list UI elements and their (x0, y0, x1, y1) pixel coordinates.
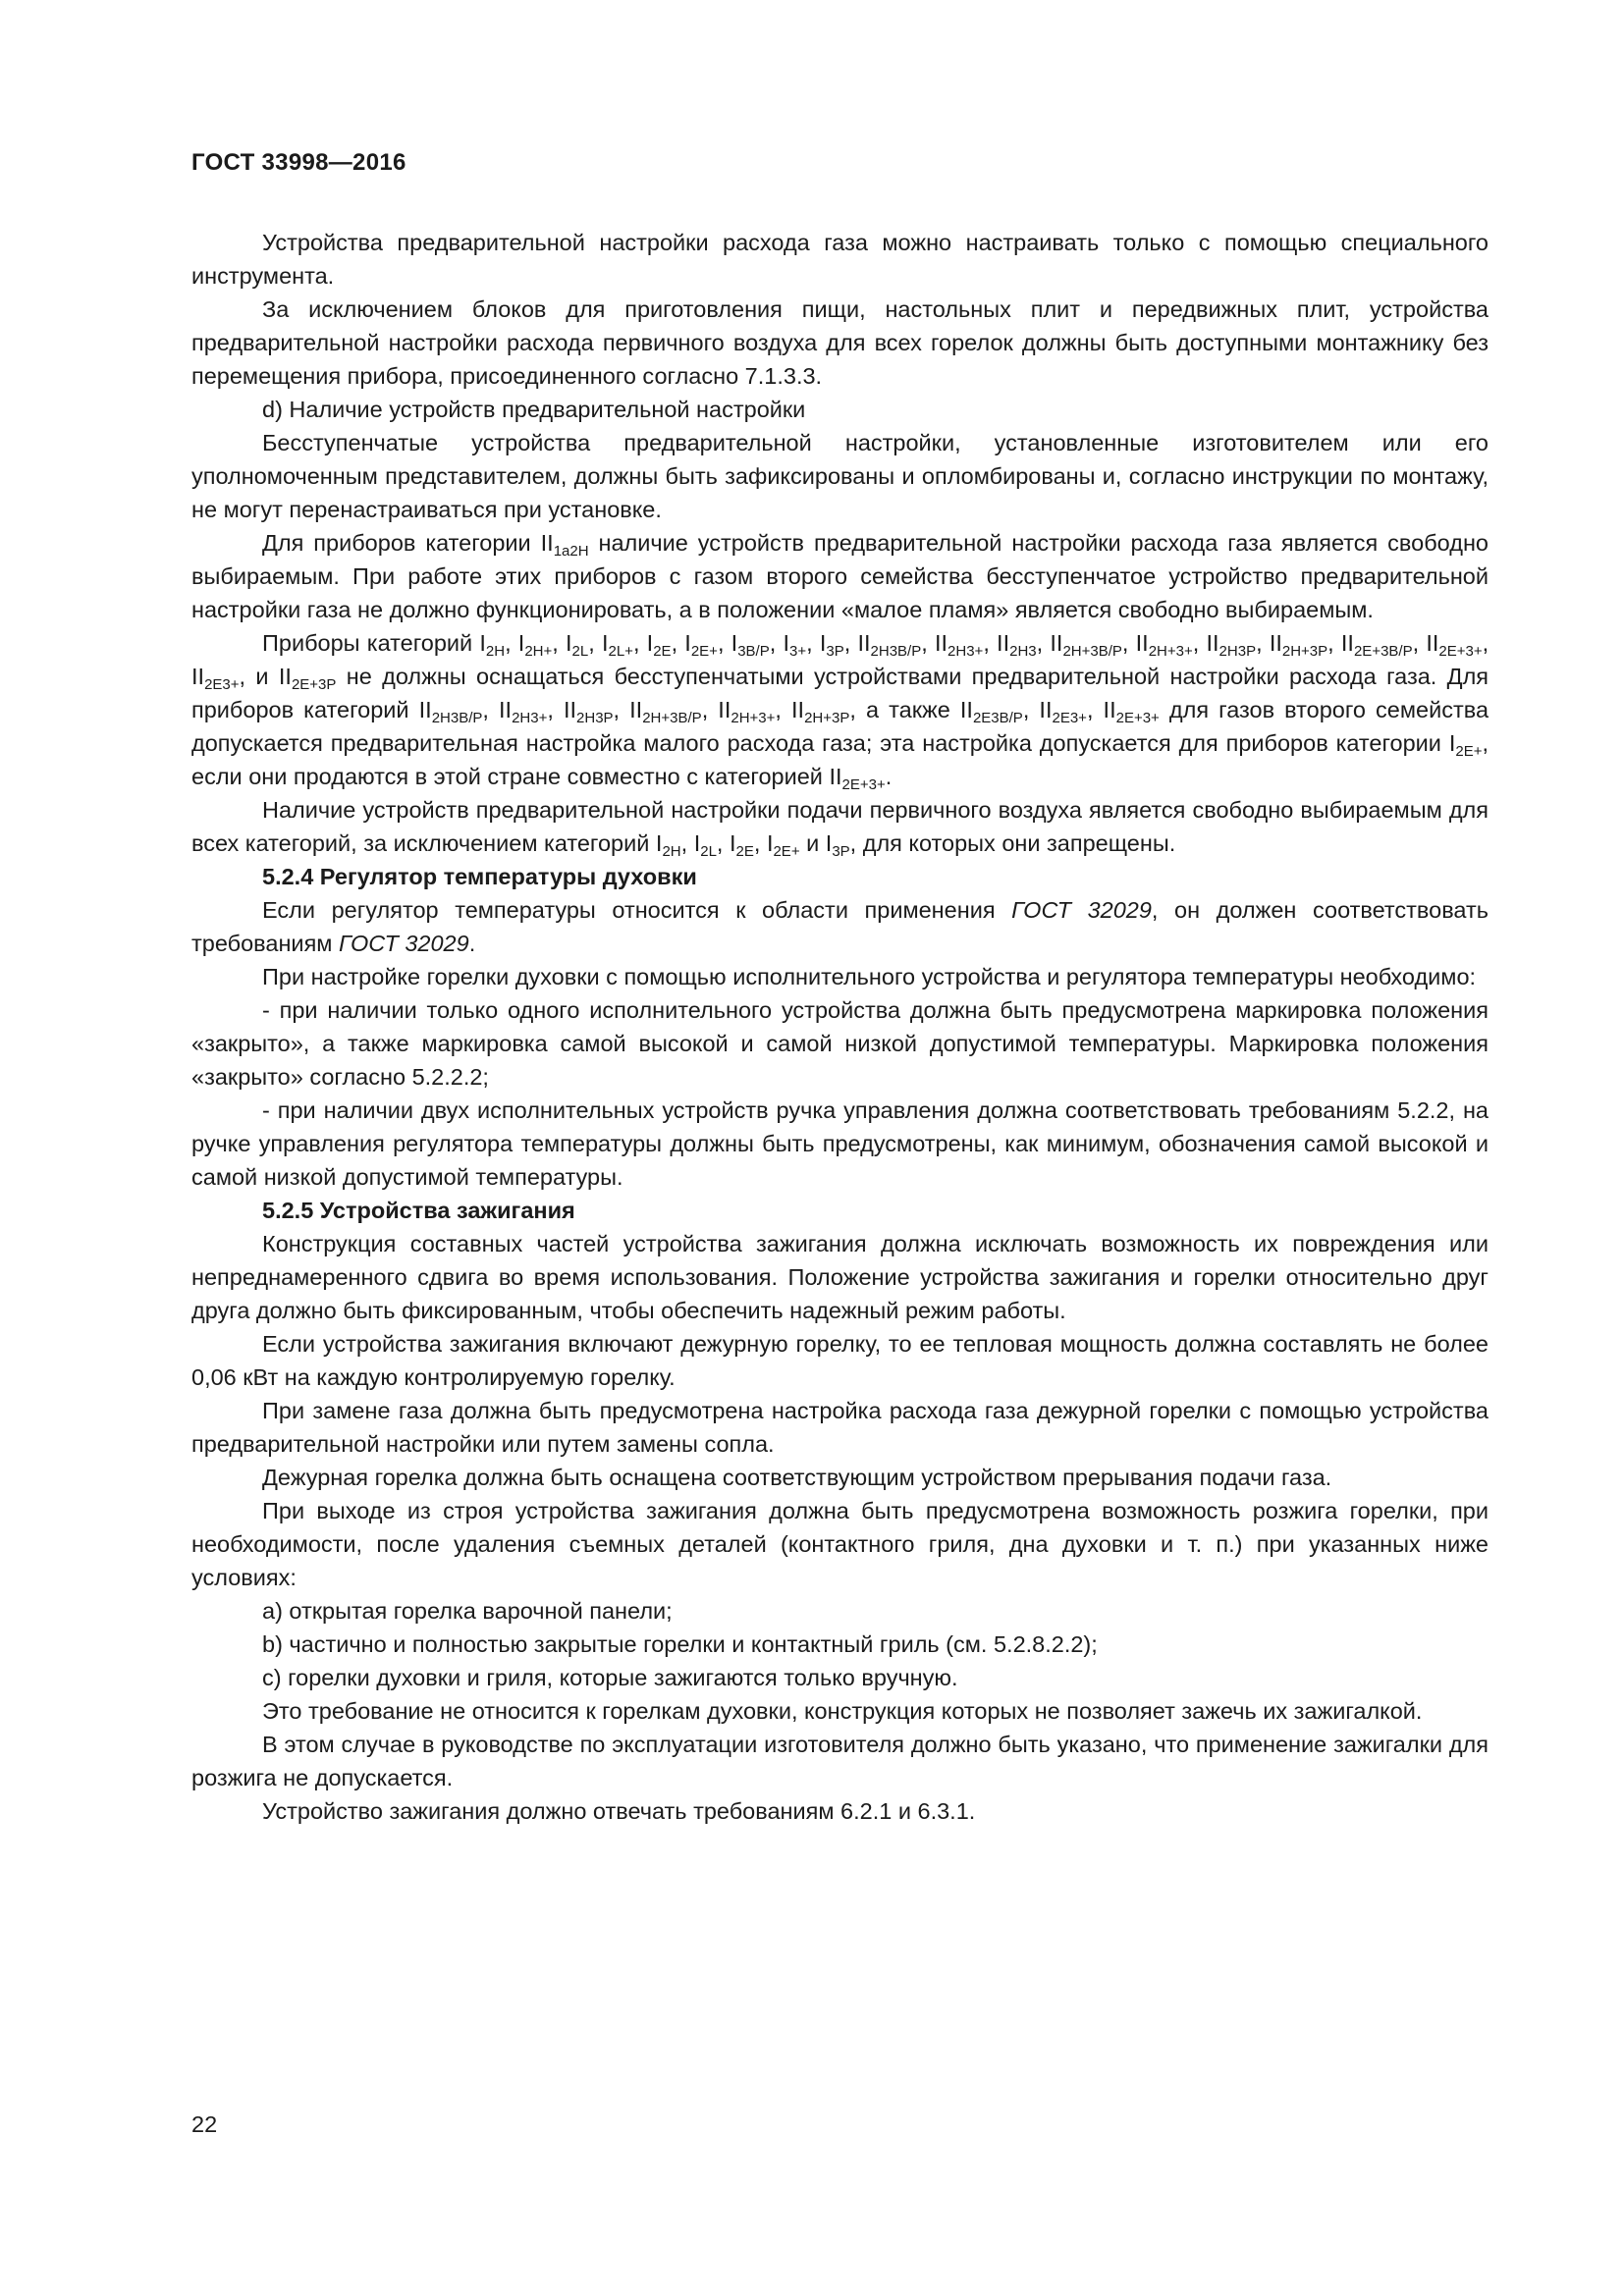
category-code: $II_{2H+3B/P}$ (629, 697, 702, 726)
category-list: $I_{2H}$, $I_{2H+}$, $I_{2L}$, $I_{2L+}$, $I_{2E}$, $I_{2E+}$, $I_{3B/P}$, $I_{3+}$, $I_{3P}$, $II_{2H3B/P}$, $II_{2H3+}$, $II_{2H3}$, $II_{2H+3B/P}$, $II_{2H+3+}$, $II_{2H3P}$, $II_{2H+3P}$, $II_{2E+3B/P}$, $II_{2E+3+}$, $II_{2E3+}$, (191, 630, 1489, 693)
category-code: $II_{2H3+}$ (934, 630, 984, 660)
category-code: $II_{2H3B/P}$ (857, 630, 922, 660)
category-code: $I_{3+}$ (783, 630, 807, 660)
paragraph-primary-air: Наличие устройств предварительной настройки подачи первичного воздуха является свободно выбираемым для всех категорий, за исключением категорий $I_{2H}$, $I_{2L}$, $I_{2E}$, $I_{2E+}$ и $I_{3P}$, для которых они запрещены. (191, 797, 1489, 860)
paragraph: За исключением блоков для приготовления пищи, настольных плит и передвижных плит, устройства предварительной настройки расхода первичного воздуха для всех горелок должны быть доступными монтажнику без перемещения прибора, присоединенного согласно 7.1.3.3. (191, 296, 1489, 389)
paragraph: Если устройства зажигания включают дежурную горелку, то ее тепловая мощность должна составлять не более 0,06 кВт на каждую контролируемую горелку. (191, 1331, 1489, 1390)
category-code: $II_{2H3P}$ (563, 697, 614, 726)
section-heading-5-2-5: 5.2.5 Устройства зажигания (262, 1198, 575, 1223)
category-code: $I_{2E+}$ (684, 630, 718, 660)
paragraph: Если регулятор температуры относится к области применения ГОСТ 32029, он должен соответствовать требованиям ГОСТ 32029. (191, 897, 1489, 956)
category-code: $II_{2H+3P}$ (1269, 630, 1328, 660)
category-code: $I_{2L+}$ (601, 630, 633, 660)
category-code: $II_{2E+3+}$ (829, 764, 886, 793)
category-code: $II_{2E+3+}$ (1103, 697, 1160, 726)
category-code: $I_{2L}$ (566, 630, 589, 660)
category-code: $I_{2E}$ (729, 830, 754, 860)
paragraph: Устройство зажигания должно отвечать требованиям 6.2.1 и 6.3.1. (262, 1798, 976, 1824)
paragraph: Бесступенчатые устройства предварительной настройки, установленные изготовителем или его уполномоченным представителем, должны быть зафиксированы и опломбированы и, согласно инструкции по монтажу, не могут перенастраиваться при установке. (191, 430, 1489, 522)
category-code: $II_{2H+3+}$ (718, 697, 776, 726)
category-code: $II_{2H3+}$ (499, 697, 548, 726)
document-code-header: ГОСТ 33998—2016 (191, 149, 406, 176)
paragraph: Это требование не относится к горелкам духовки, конструкция которых не позволяет зажечь их зажигалкой. (262, 1698, 1423, 1724)
list-item: а) открытая горелка варочной панели; (262, 1598, 673, 1624)
document-body (191, 226, 1489, 1828)
category-code: $I_{3B/P}$ (731, 630, 770, 660)
category-code: $I_{2H+}$ (517, 630, 553, 660)
section-heading-5-2-4: 5.2.4 Регулятор температуры духовки (262, 864, 697, 889)
category-code: $I_{2E}$ (646, 630, 672, 660)
category-code: $II_{2E3+}$ (1039, 697, 1087, 726)
paragraph-category-1a2h: Для приборов категории $II_{1a2H}$ наличие устройств предварительной настройки расхода газа является свободно выбираемым. При работе этих приборов с газом второго семейства бесступенчатое устройство предварительной настройки газа не должно функционировать, а в положении «малое пламя» является свободно выбираемым. (191, 530, 1489, 622)
category-list: $II_{2E3B/P}$, $II_{2E3+}$, (959, 697, 1104, 726)
list-item: b) частично и полностью закрытые горелки и контактный гриль (см. 5.2.8.2.2); (262, 1631, 1098, 1657)
paragraph: При настройке горелки духовки с помощью исполнительного устройства и регулятора температуры необходимо: (262, 964, 1477, 989)
standard-reference: ГОСТ 32029 (1011, 897, 1152, 923)
category-list: $II_{2H3B/P}$, $II_{2H3+}$, $II_{2H3P}$, $II_{2H+3B/P}$, $II_{2H+3+}$, (418, 697, 792, 726)
category-code: $II_{2E3+}$ (191, 664, 240, 693)
list-item: - при наличии только одного исполнительного устройства должна быть предусмотрена маркировка положения «закрыто», а также маркировка самой высокой и самой низкой допустимой температуры. Маркировка положения «закрыто» согласно 5.2.2.2; (191, 997, 1489, 1090)
paragraph: При замене газа должна быть предусмотрена настройка расхода газа дежурной горелки с помощью устройства предварительной настройки или путем замены сопла. (191, 1398, 1489, 1457)
category-code: $I_{2E+}$ (1448, 730, 1483, 760)
paragraph: Дежурная горелка должна быть оснащена соответствующим устройством прерывания подачи газа. (262, 1465, 1332, 1490)
page-number: 22 (191, 2111, 218, 2137)
category-code: $II_{2H3}$ (997, 630, 1037, 660)
paragraph: В этом случае в руководстве по эксплуатации изготовителя должно быть указано, что применение зажигалки для розжига не допускается. (191, 1732, 1489, 1790)
list-item: - при наличии двух исполнительных устройств ручка управления должна соответствовать требованиям 5.2.2, на ручке управления регулятора температуры должны быть предусмотрены, как минимум, обозначения самой высокой и самой низкой допустимой температуры. (191, 1097, 1489, 1190)
category-code: $I_{3P}$ (819, 630, 844, 660)
category-code: $I_{3P}$ (825, 830, 850, 860)
category-code: $I_{2L}$ (693, 830, 717, 860)
category-code: $II_{2H+3+}$ (1135, 630, 1193, 660)
paragraph: Конструкция составных частей устройства зажигания должна исключать возможность их повреждения или непреднамеренного сдвига во время использования. Положение устройства зажигания и горелки относительно друг друга должно быть фиксированным, чтобы обеспечить надежный режим работы. (191, 1231, 1489, 1323)
category-code: $II_{2H+3B/P}$ (1050, 630, 1122, 660)
category-code: $II_{2E+3B/P}$ (1340, 630, 1413, 660)
category-list: $I_{2H}$, $I_{2L}$, $I_{2E}$, (655, 830, 767, 860)
category-code: $I_{2H}$ (479, 630, 506, 660)
category-code: $II_{2E+3P}$ (278, 664, 337, 693)
paragraph: При выходе из строя устройства зажигания должна быть предусмотрена возможность розжига горелки, при необходимости, после удаления съемных деталей (контактного гриля, дна духовки и т. п.) при указанных ниже условиях: (191, 1498, 1489, 1590)
category-code: $II_{2E3B/P}$ (959, 697, 1023, 726)
paragraph: d) Наличие устройств предварительной настройки (262, 397, 806, 422)
category-code: $I_{2H}$ (655, 830, 681, 860)
category-code: $II_{2H3B/P}$ (418, 697, 483, 726)
category-code: $II_{2H+3P}$ (791, 697, 850, 726)
category-code: $II_{2H3P}$ (1206, 630, 1257, 660)
paragraph: Устройства предварительной настройки расхода газа можно настраивать только с помощью специального инструмента. (191, 230, 1489, 289)
standard-reference: ГОСТ 32029 (338, 931, 469, 956)
category-code: $I_{2E+}$ (766, 830, 800, 860)
category-code: $II_{2E+3+}$ (1426, 630, 1483, 660)
paragraph-categories: Приборы категорий $I_{2H}$, $I_{2H+}$, $I_{2L}$, $I_{2L+}$, $I_{2E}$, $I_{2E+}$, $I_{3B/P}$, $I_{3+}$, $I_{3P}$, $II_{2H3B/P}$, $II_{2H3+}$, $II_{2H3}$, $II_{2H+3B/P}$, $II_{2H+3+}$, $II_{2H3P}$, $II_{2H+3P}$, $II_{2E+3B/P}$, $II_{2E+3+}$, $II_{2E3+}$, и $II_{2E+3P}$ не должны оснащаться бесступенчатыми устройствами предварительной настройки расхода газа. Для приборов категорий $II_{2H3B/P}$, $II_{2H3+}$, $II_{2H3P}$, $II_{2H+3B/P}$, $II_{2H+3+}$, $II_{2H+3P}$, а также $II_{2E3B/P}$, $II_{2E3+}$, $II_{2E+3+}$ для газов второго семейства допускается предварительная настройка малого расхода газа; эта настройка допускается для приборов категории $I_{2E+}$, если они продаются в этой стране совместно с категорией $II_{2E+3+}$. (191, 630, 1489, 793)
list-item: с) горелки духовки и гриля, которые зажигаются только вручную. (262, 1665, 958, 1690)
